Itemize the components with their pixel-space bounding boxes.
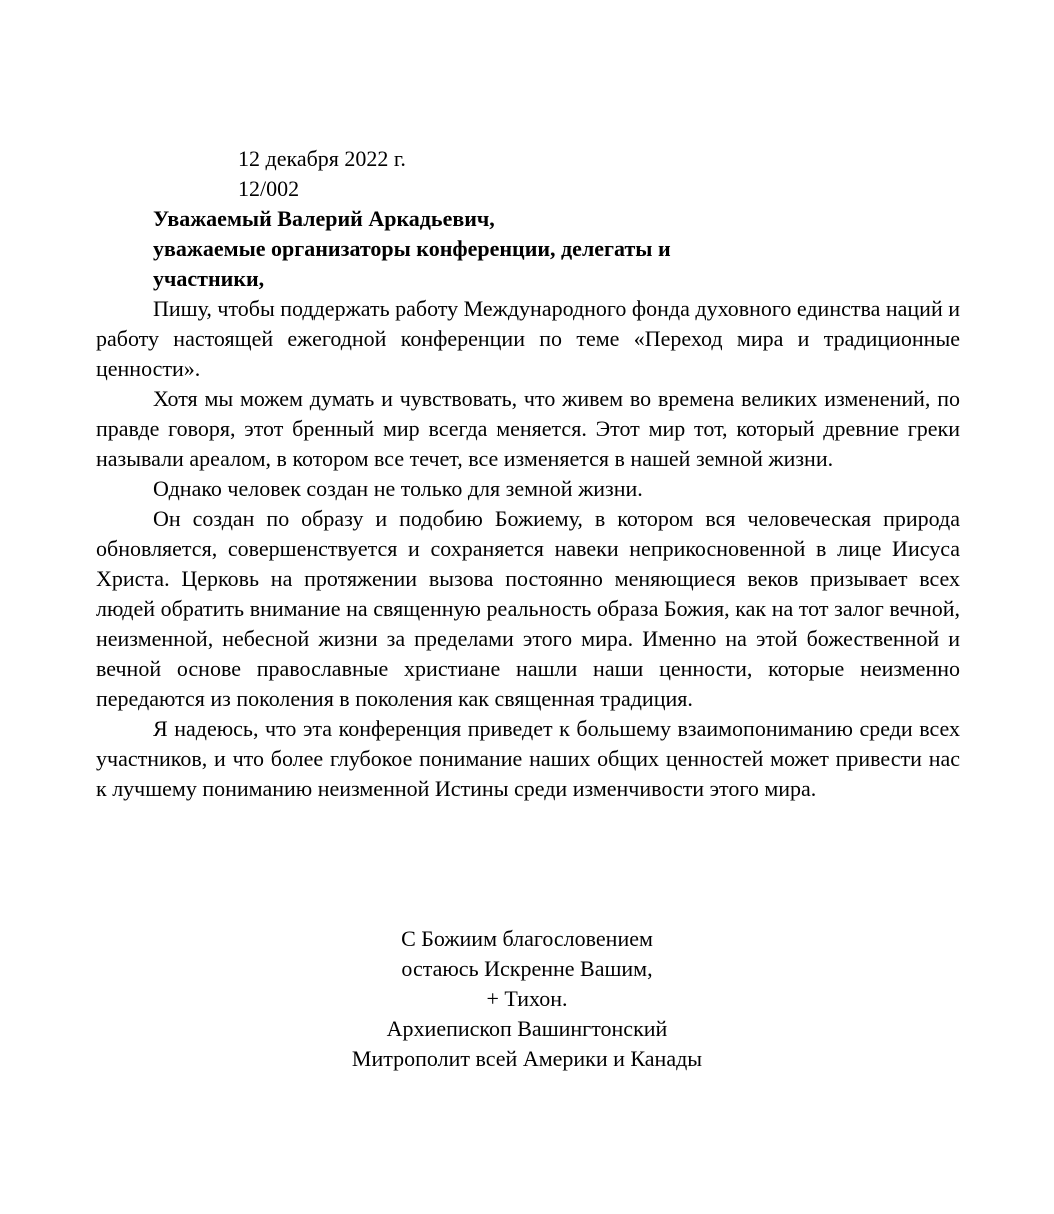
letter-date: 12 декабря 2022 г. [238,146,406,171]
salutation-line: уважаемые организаторы конференции, делегаты и [153,236,671,261]
signature-title: Архиепископ Вашингтонский [386,1016,668,1041]
letter-closing [0,924,1054,1074]
letter-body [96,294,960,804]
letter-header [238,144,406,204]
signature-name: + Тихон. [486,986,568,1011]
closing-blessing: С Божиим благословением [401,926,653,951]
body-paragraph: Хотя мы можем думать и чувствовать, что живем во времена великих изменений, по правде говоря, этот бренный мир всегда меняется. Этот мир тот, который древние греки называли ареалом, в котором все течет, все изменяется в нашей земной жизни. [96,386,960,471]
salutation-line: участники, [153,266,265,291]
letter-reference-number: 12/002 [238,176,300,201]
closing-valediction: остаюсь Искренне Вашим, [401,956,653,981]
body-paragraph: Он создан по образу и подобию Божиему, в котором вся человеческая природа обновляется, совершенствуется и сохраняется навеки неприкосновенной в лице Иисуса Христа. Церковь на протяжении вызова постоянно меняющиеся веков призывает всех людей обратить внимание на священную реальность образа Божия, как на тот залог вечной, неизменной, небесной жизни за пределами этого мира. Именно на этой божественной и вечной основе православные христиане нашли наши ценности, которые неизменно передаются из поколения в поколения как священная традиция. [96,506,960,711]
salutation [153,204,803,294]
signature-title: Митрополит всей Америки и Канады [351,1046,703,1071]
body-paragraph: Я надеюсь, что эта конференция приведет к большему взаимопониманию среди всех участников, и что более глубокое понимание наших общих ценностей может привести нас к лучшему пониманию неизменной Истины среди изменчивости этого мира. [96,716,960,801]
body-paragraph: Однако человек создан не только для земной жизни. [153,476,643,501]
body-paragraph: Пишу, чтобы поддержать работу Международного фонда духовного единства наций и работу настоящей ежегодной конференции по теме «Переход мира и традиционные ценности». [96,296,960,381]
salutation-line: Уважаемый Валерий Аркадьевич, [153,206,495,231]
